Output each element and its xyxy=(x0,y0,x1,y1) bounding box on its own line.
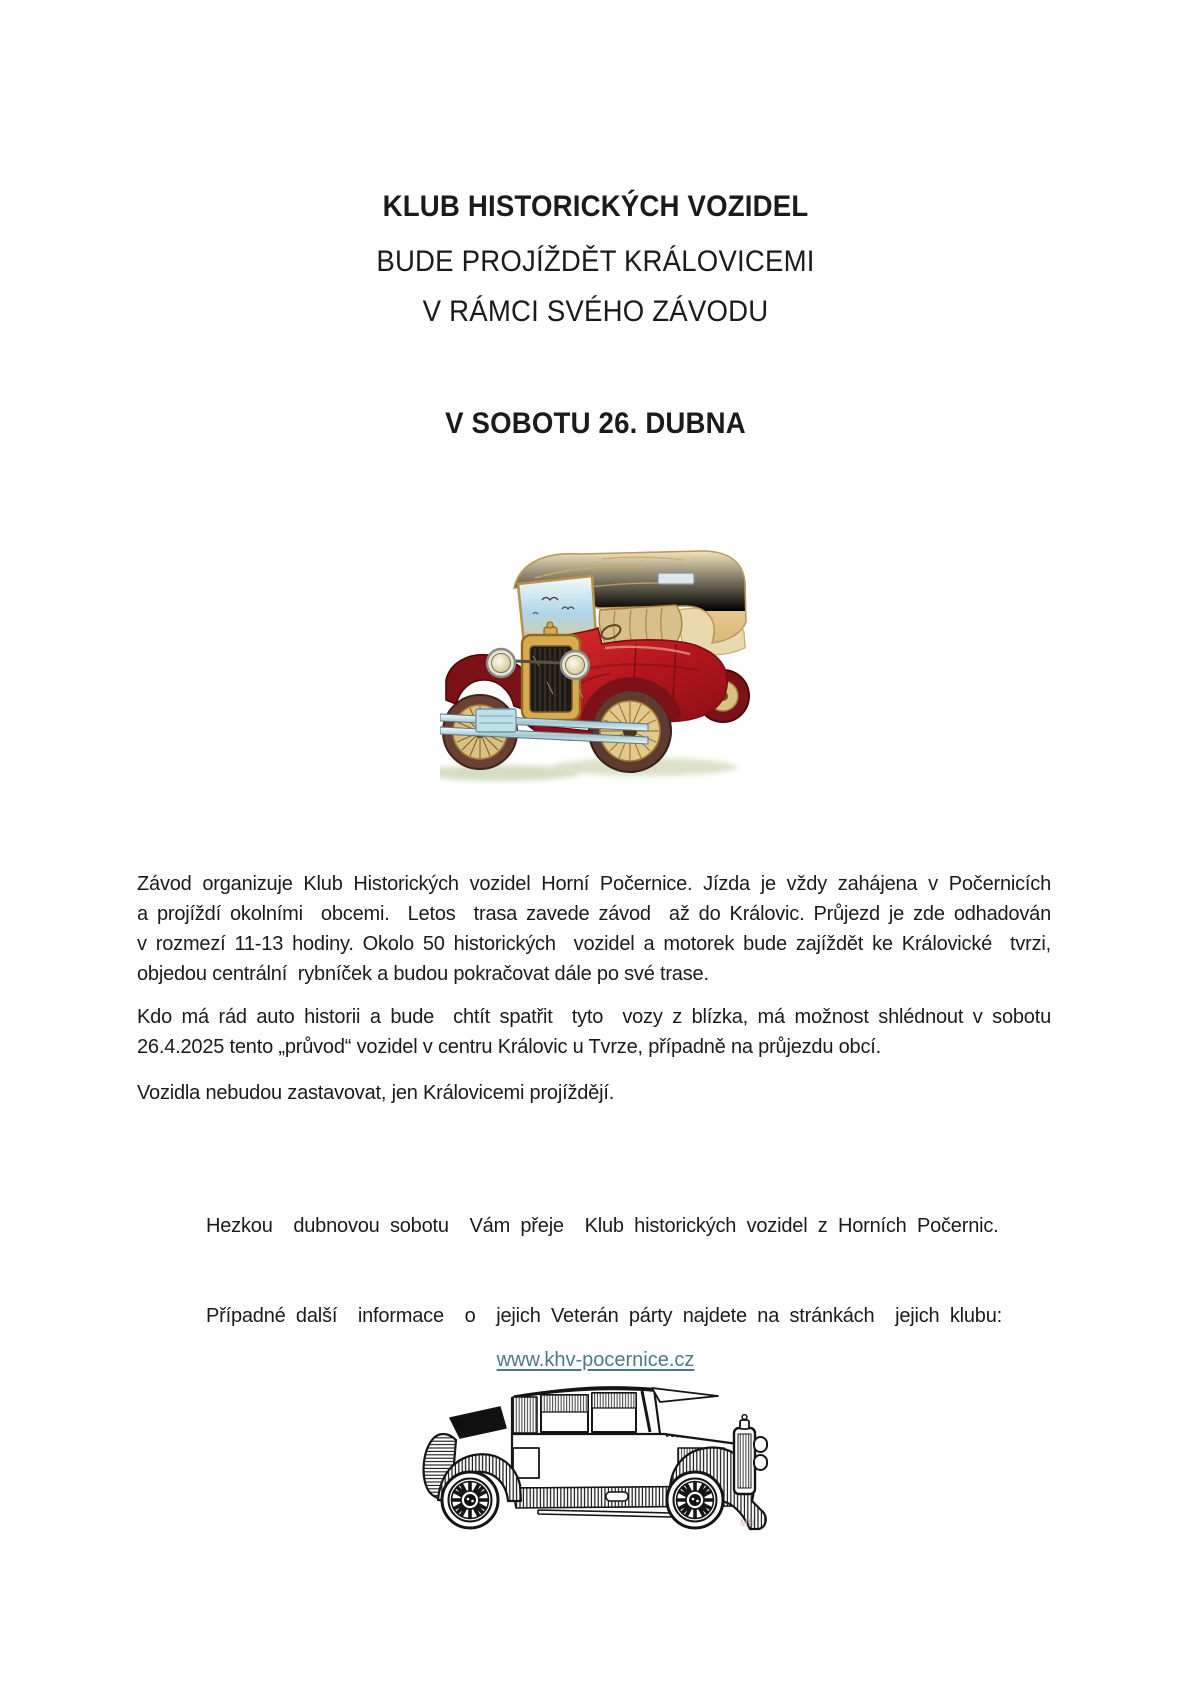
paragraph-line: 26.4.2025 tento „průvod“ vozidel v centru Královic u Tvrze, případně na průjezdu obcí. xyxy=(137,1036,881,1058)
title-line-2: BUDE PROJÍŽDĚT KRÁLOVICEMI xyxy=(376,245,815,278)
paragraph-line: a projíždí okolními obcemi. Letos trasa zavede závod až do Královic. Průjezd je zde odhadován xyxy=(137,903,1051,925)
paragraph-line: Vozidla nebudou zastavovat, jen Královicemi projíždějí. xyxy=(137,1082,615,1104)
illustration-signature: MH xyxy=(740,1518,755,1528)
paragraph-line: Kdo má rád auto historii a bude chtít spatřit tyto vozy z blízka, má možnost shlédnout v sobotu xyxy=(137,1006,1051,1028)
paragraph-line: objedou centrální rybníček a budou pokračovat dále po své trase. xyxy=(137,963,709,985)
title-line-3: V RÁMCI SVÉHO ZÁVODU xyxy=(422,295,769,328)
paragraph-2 xyxy=(137,1002,1051,1062)
red-vintage-car-illustration xyxy=(440,548,752,784)
paragraph-line: Závod organizuje Klub Historických vozidel Horní Počernice. Jízda je vždy zahájena v Počernicích xyxy=(137,873,1051,895)
paragraph-1 xyxy=(137,869,1051,989)
club-website-link[interactable]: www.khv-pocernice.cz xyxy=(496,1349,695,1371)
link-row xyxy=(0,1347,1191,1373)
closing-wish-line: Hezkou dubnovou sobotu Vám přeje Klub historických vozidel z Horních Počernic. xyxy=(206,1215,999,1237)
paragraph-line: v rozmezí 11-13 hodiny. Okolo 50 historických vozidel a motorek bude zajíždět ke Královické tvrzi, xyxy=(137,933,1051,955)
closing-info-line: Případné další informace o jejich Veterán párty najdete na stránkách jejich klubu: xyxy=(206,1305,1003,1327)
body-text xyxy=(137,869,1051,1108)
title-line-1: KLUB HISTORICKÝCH VOZIDEL xyxy=(382,190,809,223)
bw-vintage-car-illustration xyxy=(420,1382,770,1540)
event-date-heading: V SOBOTU 26. DUBNA xyxy=(445,407,746,440)
paragraph-3 xyxy=(137,1078,1051,1108)
